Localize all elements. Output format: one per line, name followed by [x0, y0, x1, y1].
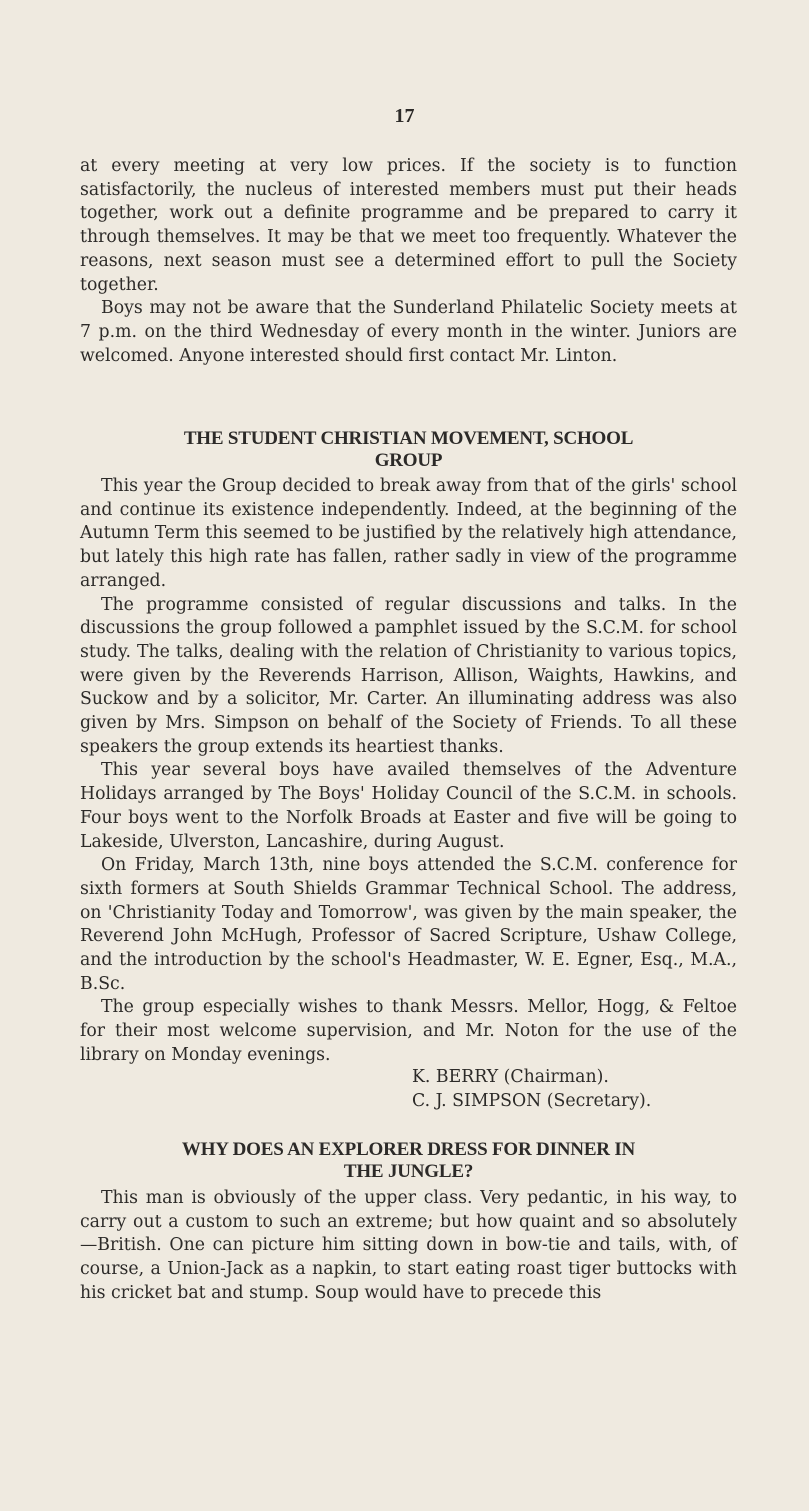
signature-chairman: K. BERRY (Chairman). [412, 1067, 609, 1087]
paragraph: This year the Group decided to break away from that of the girls' school and continue its existence independently. Indeed, at the beginning of the Autumn Term this seemed to be justified by the relatively high attendance, but lately this high rate has fallen, rather sadly in view of the programme arranged. [80, 476, 737, 591]
heading-line: WHY DOES AN EXPLORER DRESS FOR DINNER IN [181, 1139, 636, 1160]
signature-secretary: C. J. SIMPSON (Secretary). [412, 1091, 652, 1111]
heading-line: THE JUNGLE? [343, 1161, 474, 1182]
paragraph: The programme consisted of regular discussions and talks. In the discussions the group followed a pamphlet issued by the S.C.M. for school study. The talks, dealing with the relation of Christianity to various topics, were given by the Reverends Harrison, Allison, Waights, Hawkins, and Suckow and by a solicitor, Mr. Carter. An illuminating address was also given by Mrs. Simpson on behalf of the Society of Friends. To all these speakers the group extends its heartiest thanks. [80, 594, 737, 757]
explorer-heading [80, 1139, 737, 1183]
paragraph: Boys may not be aware that the Sunderland Philatelic Society meets at 7 p.m. on the third Wednesday of every month in the winter. Juniors are welcomed. Anyone interested should first contact Mr. Linton. [80, 298, 737, 366]
heading-line: GROUP [374, 450, 443, 471]
scm-text [80, 475, 737, 1068]
heading-line: THE STUDENT CHRISTIAN MOVEMENT, SCHOOL [183, 428, 634, 449]
paragraph: This man is obviously of the upper class. Very pedantic, in his way, to carry out a custom to such an extreme; but how quaint and so absolutely—British. One can picture him sitting down in bow-tie and tails, with, of course, a Union-Jack as a napkin, to start eating roast tiger buttocks with his cricket bat and stump. Soup would have to precede this [80, 1188, 737, 1303]
explorer-text [80, 1187, 737, 1306]
paragraph: at every meeting at very low prices. If the society is to function satisfactorily, the nucleus of interested members must put their heads together, work out a definite programme and be prepared to carry it through themselves. It may be that we meet too frequently. Whatever the reasons, next season must see a determined effort to pull the Society together. [80, 156, 737, 295]
paragraph: This year several boys have availed themselves of the Adventure Holidays arranged by The Boys' Holiday Council of the S.C.M. in schools. Four boys went to the Norfolk Broads at Easter and five will be going to Lakeside, Ulverston, Lancashire, during August. [80, 760, 737, 852]
philatelic-society-text [80, 155, 737, 368]
scm-heading [80, 428, 737, 472]
page-number: 17 [394, 105, 415, 127]
paragraph: On Friday, March 13th, nine boys attended the S.C.M. conference for sixth formers at South Shields Grammar Technical School. The address, on 'Christianity Today and Tomorrow', was given by the main speaker, the Reverend John McHugh, Professor of Sacred Scripture, Ushaw College, and the introduction by the school's Headmaster, W. E. Egner, Esq., M.A., B.Sc. [80, 855, 737, 994]
paragraph: The group especially wishes to thank Messrs. Mellor, Hogg, & Feltoe for their most welcome supervision, and Mr. Noton for the use of the library on Monday evenings. [80, 997, 737, 1065]
